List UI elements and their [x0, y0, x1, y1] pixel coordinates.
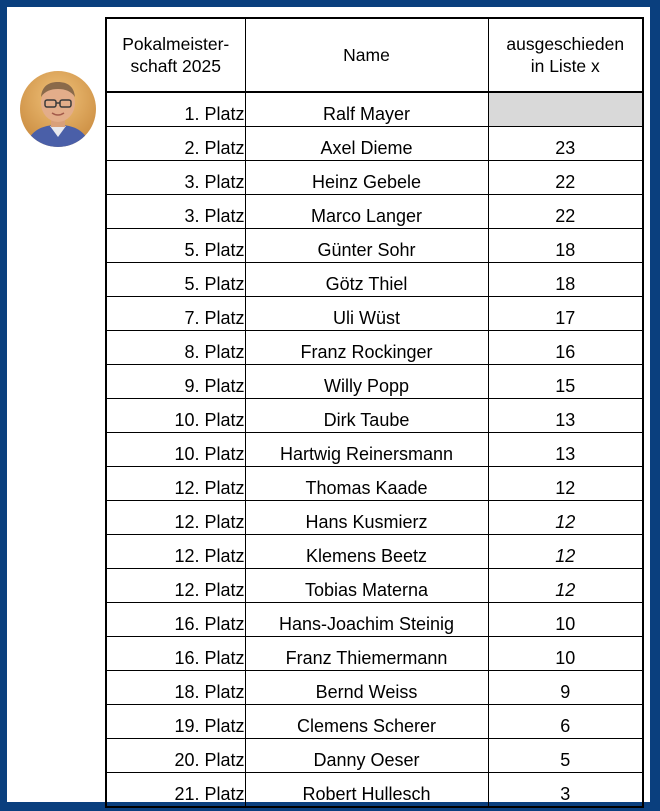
row-liste: 15: [488, 365, 643, 399]
row-liste: 13: [488, 433, 643, 467]
table-row: [106, 501, 643, 535]
row-platz: 8. Platz: [106, 331, 245, 365]
header-liste-line2: in Liste x: [530, 56, 600, 76]
row-liste: 3: [488, 773, 643, 808]
table-row: [106, 535, 643, 569]
row-name: Marco Langer: [245, 195, 488, 229]
row-name: Franz Thiemermann: [245, 637, 488, 671]
row-liste: 12: [488, 501, 643, 535]
row-liste: 12: [488, 535, 643, 569]
row-platz: 2. Platz: [106, 127, 245, 161]
table-row: [106, 195, 643, 229]
row-liste: 10: [488, 637, 643, 671]
header-platz: [106, 18, 245, 92]
row-platz: 9. Platz: [106, 365, 245, 399]
row-liste: 22: [488, 195, 643, 229]
row-platz: 3. Platz: [106, 161, 245, 195]
table-row: [106, 569, 643, 603]
row-liste: 12: [488, 467, 643, 501]
row-name: Danny Oeser: [245, 739, 488, 773]
ranking-table: [105, 17, 644, 808]
row-name: Clemens Scherer: [245, 705, 488, 739]
header-name: Name: [245, 18, 488, 92]
row-name: Heinz Gebele: [245, 161, 488, 195]
row-name: Robert Hullesch: [245, 773, 488, 808]
row-platz: 16. Platz: [106, 603, 245, 637]
table-row: [106, 773, 643, 808]
row-name: Klemens Beetz: [245, 535, 488, 569]
table-body: [106, 92, 643, 807]
row-platz: 20. Platz: [106, 739, 245, 773]
table-row: [106, 399, 643, 433]
row-platz: 12. Platz: [106, 535, 245, 569]
page-frame: [7, 7, 650, 802]
row-liste: 18: [488, 263, 643, 297]
row-name: Franz Rockinger: [245, 331, 488, 365]
row-liste: 23: [488, 127, 643, 161]
row-platz: 19. Platz: [106, 705, 245, 739]
row-liste: 13: [488, 399, 643, 433]
row-platz: 16. Platz: [106, 637, 245, 671]
row-liste: 16: [488, 331, 643, 365]
row-name: Uli Wüst: [245, 297, 488, 331]
table-row: [106, 331, 643, 365]
header-liste: [488, 18, 643, 92]
table-row: [106, 467, 643, 501]
row-platz: 18. Platz: [106, 671, 245, 705]
table-row: [106, 365, 643, 399]
table-row: [106, 671, 643, 705]
row-liste: 5: [488, 739, 643, 773]
table-row: [106, 297, 643, 331]
table-row: [106, 127, 643, 161]
row-name: Bernd Weiss: [245, 671, 488, 705]
row-platz: 10. Platz: [106, 399, 245, 433]
table-row: [106, 92, 643, 127]
row-platz: 1. Platz: [106, 92, 245, 127]
row-platz: 5. Platz: [106, 263, 245, 297]
row-name: Hartwig Reinersmann: [245, 433, 488, 467]
row-liste: 17: [488, 297, 643, 331]
row-name: Thomas Kaade: [245, 467, 488, 501]
header-platz-line1: Pokalmeister-: [122, 34, 230, 54]
table-row: [106, 229, 643, 263]
row-name: Dirk Taube: [245, 399, 488, 433]
row-name: Hans-Joachim Steinig: [245, 603, 488, 637]
row-name: Ralf Mayer: [245, 92, 488, 127]
avatar-photo: [20, 71, 96, 147]
row-liste: 9: [488, 671, 643, 705]
table-row: [106, 433, 643, 467]
row-name: Günter Sohr: [245, 229, 488, 263]
row-liste: [488, 92, 643, 127]
row-platz: 3. Platz: [106, 195, 245, 229]
row-platz: 12. Platz: [106, 467, 245, 501]
row-name: Götz Thiel: [245, 263, 488, 297]
row-name: Willy Popp: [245, 365, 488, 399]
table-row: [106, 603, 643, 637]
table-row: [106, 161, 643, 195]
row-liste: 6: [488, 705, 643, 739]
table-row: [106, 739, 643, 773]
row-platz: 21. Platz: [106, 773, 245, 808]
row-platz: 12. Platz: [106, 569, 245, 603]
table-row: [106, 705, 643, 739]
person-photo-icon: [20, 71, 96, 147]
row-name: Axel Dieme: [245, 127, 488, 161]
row-liste: 18: [488, 229, 643, 263]
table-row: [106, 637, 643, 671]
table-header-row: [106, 18, 643, 92]
header-platz-line2: schaft 2025: [130, 56, 221, 76]
row-name: Hans Kusmierz: [245, 501, 488, 535]
row-name: Tobias Materna: [245, 569, 488, 603]
row-platz: 12. Platz: [106, 501, 245, 535]
row-liste: 10: [488, 603, 643, 637]
row-platz: 7. Platz: [106, 297, 245, 331]
table-row: [106, 263, 643, 297]
row-platz: 5. Platz: [106, 229, 245, 263]
row-liste: 22: [488, 161, 643, 195]
row-platz: 10. Platz: [106, 433, 245, 467]
row-liste: 12: [488, 569, 643, 603]
header-liste-line1: ausgeschieden: [506, 34, 625, 54]
